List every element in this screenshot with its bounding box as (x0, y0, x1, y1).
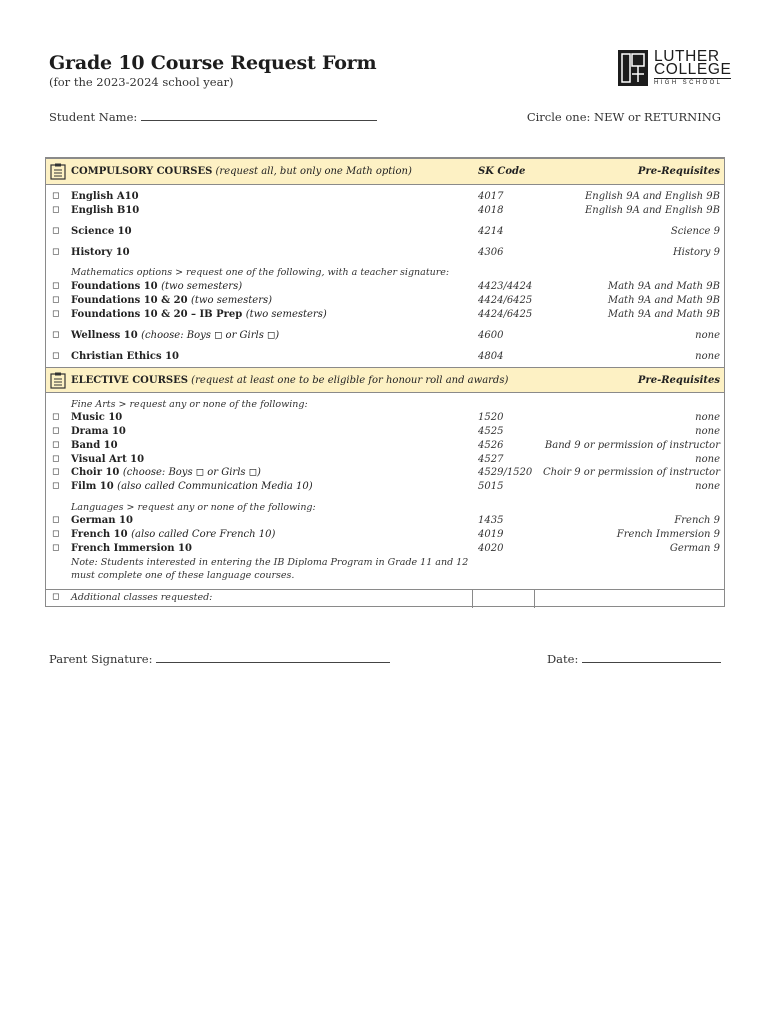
sk-code: 4019 (478, 529, 504, 540)
checkbox[interactable]: ◻ (52, 191, 60, 201)
sk-code: 4424/6425 (478, 309, 533, 320)
sk-code: 4525 (478, 426, 504, 437)
student-name-field[interactable] (49, 110, 377, 124)
course-name: Music 10 (71, 412, 123, 423)
course-name: Wellness 10 (choose: Boys ◻ or Girls ◻) (71, 330, 280, 341)
date-label: Date: (546, 652, 579, 666)
checkbox[interactable]: ◻ (52, 226, 60, 236)
date-line[interactable] (582, 652, 721, 663)
prerequisite: English 9A and English 9B (584, 191, 720, 202)
date-field[interactable] (547, 652, 721, 666)
course-name: History 10 (71, 247, 130, 258)
divider (472, 589, 473, 608)
course-name: Foundations 10 & 20 – IB Prep (two semesters) (71, 309, 327, 320)
checkbox[interactable]: ◻ (52, 543, 60, 553)
compulsory-title: COMPULSORY COURSES (request all, but only one Math option) (71, 166, 412, 177)
math-options-note: Mathematics options > request one of the following, with a teacher signature: (71, 267, 450, 278)
course-name: Foundations 10 & 20 (two semesters) (71, 295, 273, 306)
sk-code: 4018 (478, 205, 504, 216)
divider (534, 589, 535, 608)
sk-code: 4017 (478, 191, 504, 202)
checkbox[interactable]: ◻ (52, 440, 60, 450)
prerequisite: Math 9A and Math 9B (607, 295, 720, 306)
course-name: Foundations 10 (two semesters) (71, 281, 243, 292)
checkbox[interactable]: ◻ (52, 426, 60, 436)
prerequisite: English 9A and English 9B (584, 205, 720, 216)
course-name: Film 10 (also called Communication Media 10) (71, 481, 313, 492)
prerequisite: French Immersion 9 (616, 529, 720, 540)
parent-signature-field[interactable] (49, 652, 390, 666)
status-choice[interactable]: Circle one: NEW or RETURNING (526, 110, 721, 124)
page-subtitle: (for the 2023-2024 school year) (49, 75, 234, 89)
sk-code-header: SK Code (478, 166, 526, 177)
prerequisite: French 9 (674, 515, 720, 526)
student-name-line[interactable] (141, 110, 377, 121)
course-request-table (45, 157, 725, 607)
logo-line-1: LUTHER (654, 48, 720, 65)
parent-signature-label: Parent Signature: (49, 652, 153, 666)
sk-code: 4527 (478, 454, 504, 465)
checkbox[interactable]: ◻ (52, 351, 60, 361)
prerequisite: none (695, 330, 720, 341)
prereq-header: Pre-Requisites (637, 375, 720, 386)
sk-code: 4600 (478, 330, 504, 341)
elective-header (46, 367, 724, 393)
prerequisite: none (695, 351, 720, 362)
checkbox[interactable]: ◻ (52, 281, 60, 291)
elective-title: ELECTIVE COURSES (request at least one to be eligible for honour roll and awards) (71, 375, 509, 386)
sk-code: 5015 (478, 481, 504, 492)
logo-line-2: COLLEGE (654, 61, 732, 78)
checkbox[interactable]: ◻ (52, 481, 60, 491)
checkbox[interactable]: ◻ (52, 205, 60, 215)
prerequisite: Science 9 (670, 226, 720, 237)
logo-line-3: HIGH SCHOOL (654, 78, 731, 86)
prerequisite: History 9 (672, 247, 720, 258)
prerequisite: Band 9 or permission of instructor (544, 440, 720, 451)
sk-code: 4214 (478, 226, 504, 237)
ib-note-line-2: must complete one of these language courses. (71, 570, 295, 581)
checkbox[interactable]: ◻ (52, 330, 60, 340)
prerequisite: none (695, 412, 720, 423)
checklist-icon (50, 163, 66, 180)
ib-note-line-1: Note: Students interested in entering the IB Diploma Program in Grade 11 and 12 (71, 557, 469, 568)
checkbox[interactable]: ◻ (52, 412, 60, 422)
sk-code: 4804 (478, 351, 504, 362)
course-name: Band 10 (71, 440, 118, 451)
logo-mark-icon (618, 50, 648, 86)
sk-code: 1520 (478, 412, 504, 423)
additional-classes-label: Additional classes requested: (71, 592, 213, 603)
checkbox[interactable]: ◻ (52, 515, 60, 525)
school-logo (618, 48, 732, 88)
checklist-icon (50, 372, 66, 389)
course-name: Drama 10 (71, 426, 126, 437)
sk-code: 4020 (478, 543, 504, 554)
sk-code: 4526 (478, 440, 504, 451)
prerequisite: Math 9A and Math 9B (607, 281, 720, 292)
course-name: Choir 10 (choose: Boys ◻ or Girls ◻) (71, 467, 261, 478)
checkbox[interactable]: ◻ (52, 454, 60, 464)
course-name: English A10 (71, 191, 139, 202)
course-name: German 10 (71, 515, 133, 526)
course-name: Science 10 (71, 226, 132, 237)
checkbox[interactable]: ◻ (52, 309, 60, 319)
student-name-label: Student Name: (49, 110, 138, 124)
course-name: French Immersion 10 (71, 543, 192, 554)
sk-code: 4306 (478, 247, 504, 258)
sk-code: 4423/4424 (478, 281, 533, 292)
prerequisite: none (695, 481, 720, 492)
prerequisite: German 9 (669, 543, 720, 554)
checkbox[interactable]: ◻ (52, 592, 60, 602)
prerequisite: Math 9A and Math 9B (607, 309, 720, 320)
languages-note: Languages > request any or none of the following: (71, 502, 316, 513)
checkbox[interactable]: ◻ (52, 467, 60, 477)
parent-signature-line[interactable] (156, 652, 390, 663)
checkbox[interactable]: ◻ (52, 529, 60, 539)
checkbox[interactable]: ◻ (52, 295, 60, 305)
prerequisite: none (695, 426, 720, 437)
sk-code: 4529/1520 (478, 467, 533, 478)
fine-arts-note: Fine Arts > request any or none of the following: (71, 399, 308, 410)
prerequisite: none (695, 454, 720, 465)
sk-code: 1435 (478, 515, 504, 526)
page-title: Grade 10 Course Request Form (49, 52, 377, 74)
course-name: English B10 (71, 205, 140, 216)
compulsory-header (46, 159, 724, 185)
prereq-header: Pre-Requisites (637, 166, 720, 177)
sk-code: 4424/6425 (478, 295, 533, 306)
checkbox[interactable]: ◻ (52, 247, 60, 257)
course-name: Visual Art 10 (71, 454, 145, 465)
course-name: Christian Ethics 10 (71, 351, 180, 362)
divider (46, 589, 724, 590)
prerequisite: Choir 9 or permission of instructor (542, 467, 720, 478)
course-name: French 10 (also called Core French 10) (71, 529, 276, 540)
